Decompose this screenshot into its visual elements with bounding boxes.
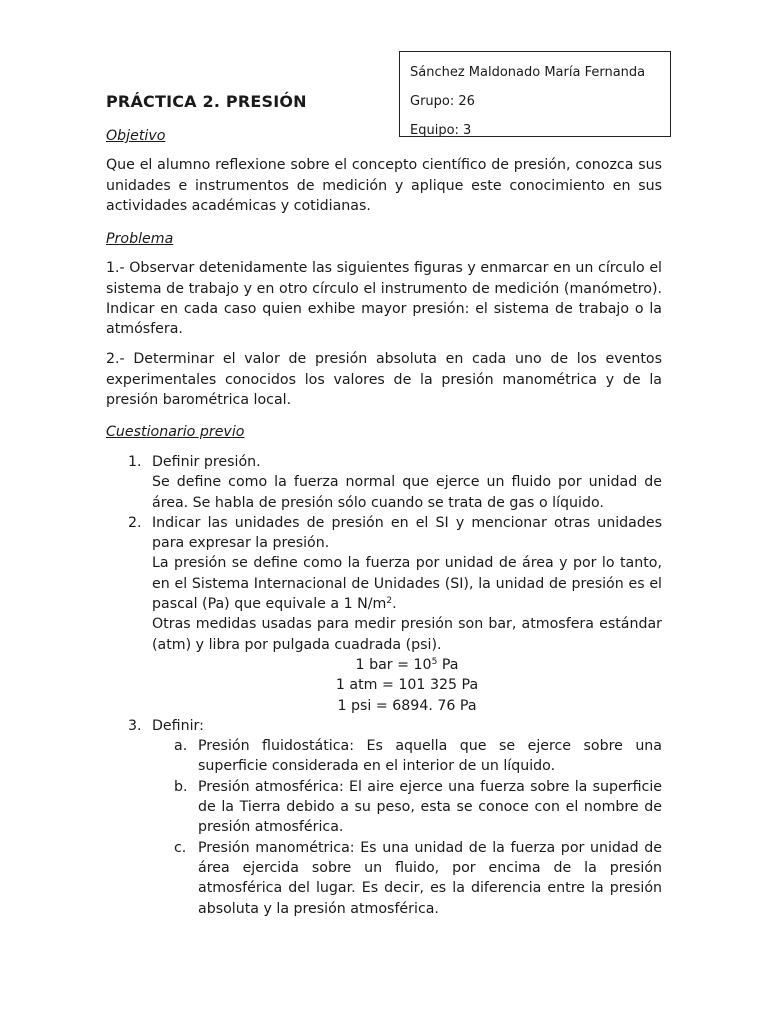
definition-text: Presión fluidostática: Es aquella que se ejerce sobre una superficie considerada en el interior de un líquido. — [198, 738, 662, 775]
answer-text-part: . — [392, 596, 397, 613]
problem-section — [106, 229, 662, 410]
question-item-2 — [106, 513, 662, 716]
definition-b — [106, 777, 662, 838]
definition-text: Presión atmosférica: El aire ejerce una fuerza sobre la superficie de la Tierra debido a su peso, esta se conoce con el nombre de presión atmosférica. — [198, 778, 662, 836]
problem-item-1: 1.- Observar detenidamente las siguientes figuras y enmarcar en un círculo el sistema de trabajo y en otro círculo el instrumento de medición (manómetro). Indicar en cada caso quien exhibe mayor presión: el sistema de trabajo o la atmósfera. — [106, 260, 662, 338]
question-number: 2. — [128, 514, 142, 531]
problem-item-2: 2.- Determinar el valor de presión absoluta en cada uno de los eventos experimentales conocidos los valores de la presión manométrica y de la presión barométrica local. — [106, 351, 662, 409]
answer-text-part: La presión se define como la fuerza por unidad de área y por lo tanto, en el Sistema Internacional de Unidades (SI), la unidad de presión es el pascal (Pa) que equivale a 1 N/m — [152, 555, 662, 613]
problem-heading: Problema — [106, 231, 174, 247]
formula-bar — [152, 655, 662, 675]
objective-heading: Objetivo — [106, 128, 166, 144]
question-item-3 — [106, 716, 662, 736]
question-text: Indicar las unidades de presión en el SI y mencionar otras unidades para expresar la presión. — [152, 514, 662, 552]
question-number: 1. — [128, 454, 142, 470]
questionnaire-heading: Cuestionario previo — [106, 424, 245, 440]
definition-letter: a. — [174, 738, 188, 755]
questionnaire-list — [106, 452, 662, 919]
definition-letter: b. — [174, 778, 188, 795]
definition-c — [106, 838, 662, 919]
superscript: 2 — [386, 596, 393, 607]
superscript: 5 — [431, 656, 438, 667]
formula-part: Pa — [437, 656, 459, 673]
answer-text: Otras medidas usadas para medir presión son bar, atmosfera estándar (atm) y libra por pulgada cuadrada (psi). — [152, 616, 662, 653]
question-number: 3. — [128, 717, 142, 734]
formula-atm: 1 atm = 101 325 Pa — [335, 677, 479, 694]
answer-text — [152, 553, 662, 614]
question-text: Definir: — [152, 717, 204, 734]
definition-text: Presión manométrica: Es una unidad de la fuerza por unidad de área ejercida sobre un fluido, por encima de la presión atmosférica del lugar. Es decir, es la diferencia entre la presión absoluta y la presión atmosférica. — [198, 839, 662, 917]
team-number: Equipo: 3 — [410, 123, 472, 138]
formula-psi: 1 psi = 6894. 76 Pa — [337, 697, 477, 714]
formula-part: 1 bar = 10 — [355, 656, 432, 673]
question-item-1 — [106, 452, 662, 513]
objective-section — [106, 126, 662, 216]
definition-a — [106, 736, 662, 777]
questionnaire-heading-block — [106, 422, 662, 442]
student-name: Sánchez Maldonado María Fernanda — [410, 65, 646, 80]
definition-letter: c. — [174, 839, 187, 856]
group-number: Grupo: 26 — [410, 94, 475, 109]
objective-text: Que el alumno reflexione sobre el concepto científico de presión, conozca sus unidades e instrumentos de medición y aplique este conocimiento en sus actividades académicas y cotidianas. — [106, 157, 662, 214]
document-title: PRÁCTICA 2. PRESIÓN — [106, 92, 307, 111]
answer-text: Se define como la fuerza normal que ejerce un fluido por unidad de área. Se habla de presión sólo cuando se trata de gas o líquido. — [152, 474, 662, 511]
student-info-box — [399, 51, 671, 137]
question-text: Definir presión. — [152, 454, 261, 470]
